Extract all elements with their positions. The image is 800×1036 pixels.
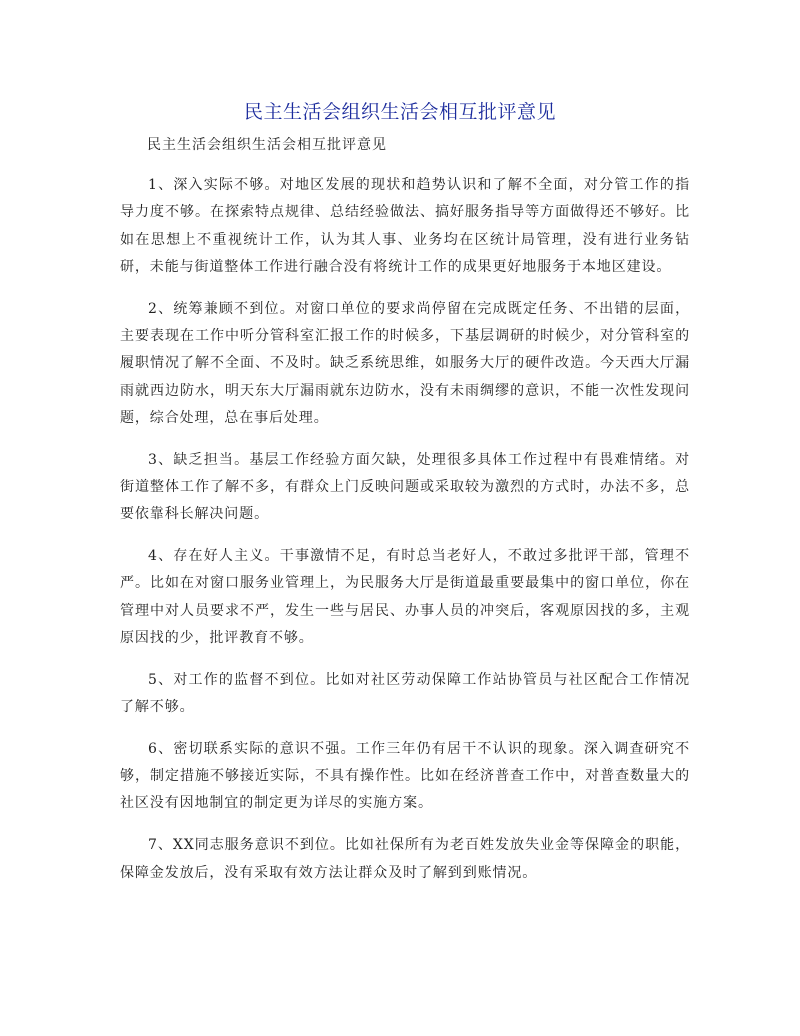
paragraph-2: 2、统筹兼顾不到位。对窗口单位的要求尚停留在完成既定任务、不出错的层面，主要表现在工作中听分管科室汇报工作的时候多，下基层调研的时候少，对分管科室的履职情况了解不全面、不及时。缺乏系统思维，如服务大厅的硬件改造。今天西大厅漏雨就西边防水，明天东大厅漏雨就东边防水，没有未雨绸缪的意识，不能一次性发现问题，综合处理，总在事后处理。 [120,300,690,426]
paragraph-1: 1、深入实际不够。对地区发展的现状和趋势认识和了解不全面，对分管工作的指导力度不够。在探索特点规律、总结经验做法、搞好服务指导等方面做得还不够好。比如在思想上不重视统计工作，认为其人事、业务均在区统计局管理，没有进行业务钻研，未能与街道整体工作进行融合没有将统计工作的成果更好地服务于本地区建设。 [120,177,690,275]
paragraph-4: 4、存在好人主义。干事激情不足，有时总当老好人，不敢过多批评干部，管理不严。比如在对窗口服务业管理上，为民服务大厅是街道最重要最集中的窗口单位，你在管理中对人员要求不严，发生一些与居民、办事人员的冲突后，客观原因找的多，主观原因找的少，批评教育不够。 [120,548,690,646]
document-body [120,172,690,887]
paragraph-5: 5、对工作的监督不到位。比如对社区劳动保障工作站协管员与社区配合工作情况了解不够。 [120,671,690,716]
document-title: 民主生活会组织生活会相互批评意见 [243,101,556,123]
paragraph-3: 3、缺乏担当。基层工作经验方面欠缺，处理很多具体工作过程中有畏难情绪。对街道整体工作了解不多，有群众上门反映问题或采取较为激烈的方式时，办法不多，总要依靠科长解决问题。 [120,451,690,523]
paragraph-7: 7、XX同志服务意识不到位。比如社保所有为老百姓发放失业金等保障金的职能，保障金发放后，没有采取有效方法让群众及时了解到到账情况。 [120,837,690,881]
paragraph-6: 6、密切联系实际的意识不强。工作三年仍有居干不认识的现象。深入调查研究不够，制定措施不够接近实际，不具有操作性。比如在经济普查工作中，对普查数量大的社区没有因地制宜的制定更为详尽的实施方案。 [120,740,690,812]
document-subtitle: 民主生活会组织生活会相互批评意见 [147,137,387,153]
